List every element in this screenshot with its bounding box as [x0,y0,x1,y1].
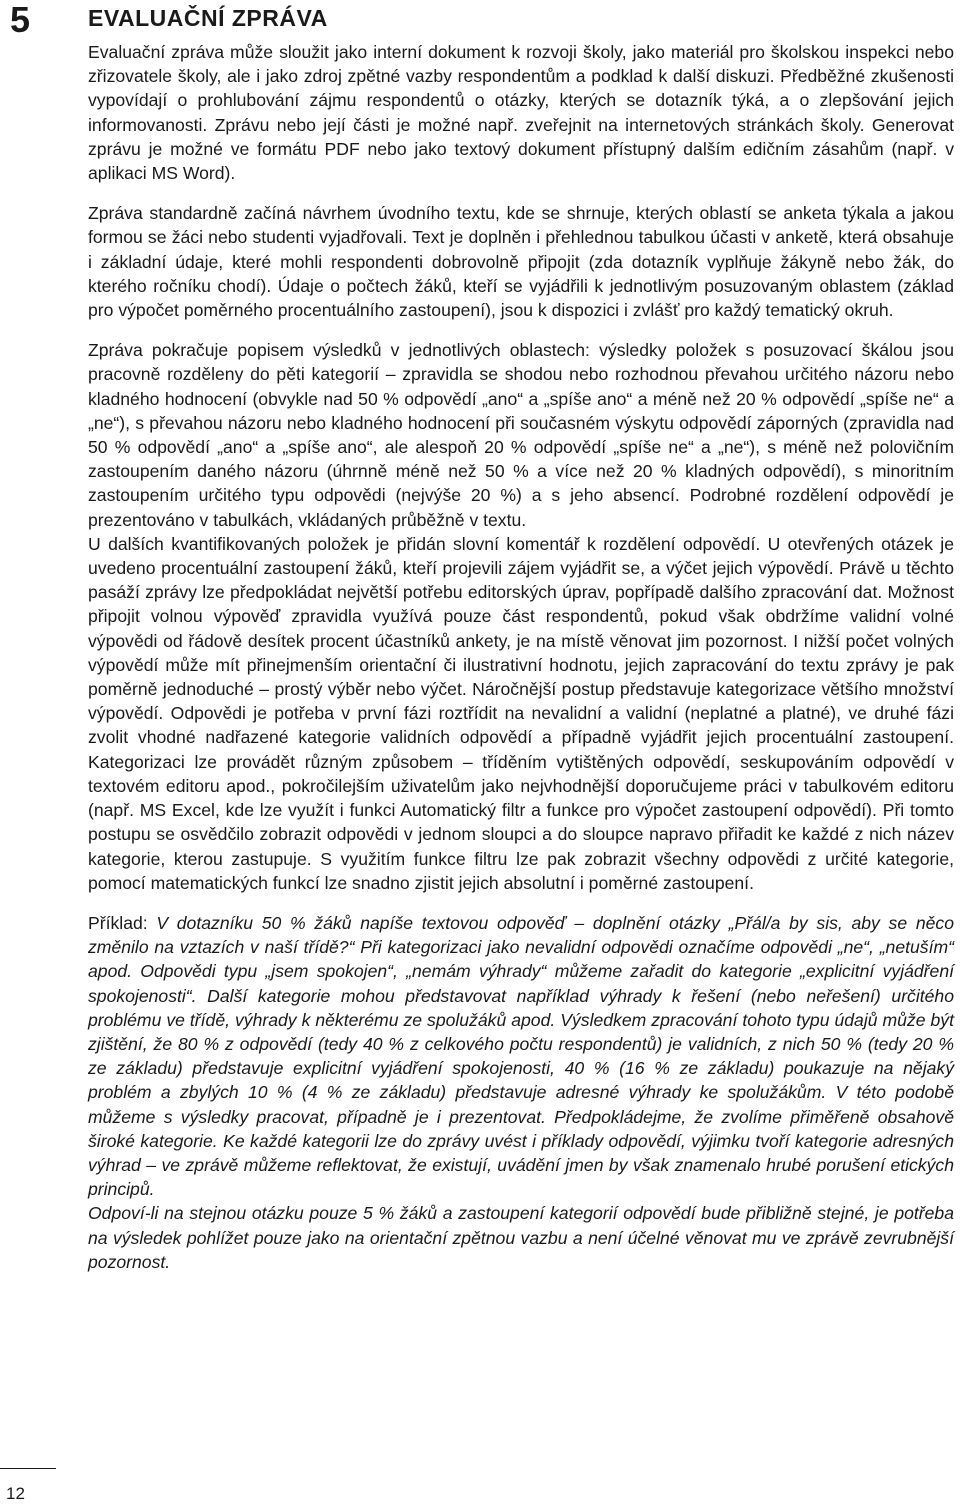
paragraph-example [88,911,954,1201]
example-text: V dotazníku 50 % žáků napíše textovou odpověď – doplnění otázky „Přál/a by sis, aby se něco změnilo na vztazích v naší třídě?“ Při kategorizaci jako nevalidní odpovědi označíme odpovědi „ne“, „netuším“ apod. Odpovědi typu „jsem spokojen“, „nemám výhrady“ můžeme zařadit do kategorie „explicitní vyjádření spokojenosti“. Další kategorie mohou představovat například výhrady k řešení (nebo neřešení) určitého problému ve třídě, výhrady k některému ze spolužáků apod. Výsledkem zpracování tohoto typu údajů může být zjištění, že 80 % z odpovědí (tedy 40 % z celkového počtu respondentů) je validních, z nich 50 % (tedy 20 % ze základu) představuje explicitní vyjádření spokojenosti, 40 % (16 % ze základu) poukazuje na nějaký problém a zbylých 10 % (4 % ze základu) představuje adresné výhrady ke spolužákům. V této podobě můžeme s výsledky pracovat, případně je i prezentovat. Předpokládejme, že zvolíme přiměřeně obsahově široké kategorie. Ke každé kategorii lze do zprávy uvést i příklady odpovědí, výjimku tvoří kategorie adresných výhrad – ve zprávě můžeme reflektovat, že existují, uvádění jmen by však znamenalo hrubé porušení etických principů. [88,912,954,1200]
example-label: Příklad: [88,912,157,933]
paragraph-results: Zpráva pokračuje popisem výsledků v jednotlivých oblastech: výsledky položek s posuzovací škálou jsou pracovně rozděleny do pěti kategorií – zpravidla se shodou nebo rozhodnou převahou určitého názoru nebo kladného hodnocení (obvykle nad 50 % odpovědí „ano“ a „spíše ano“ a méně než 20 % odpovědí „spíše ne“ a „ne“), s převahou názoru nebo kladného hodnocení při současném výskytu odpovědí záporných (zpravidla nad 50 % odpovědí „ano“ a „spíše ano“, ale alespoň 20 % odpovědí „spíše ne“ a „ne“), s méně než polovičním zastoupením daného názoru (úhrnně méně než 50 % a více než 20 % kladných odpovědí), s minoritním zastoupením určitého typu odpovědi (nejvýše 20 %) a s jeho absencí. Podrobné rozdělení odpovědí je prezentováno v tabulkách, vkládaných průběžně v textu. [88,340,954,530]
page-number: 12 [6,1484,25,1503]
page-number-rule [0,1468,56,1469]
paragraph-report-structure: Zpráva standardně začíná návrhem úvodního textu, kde se shrnuje, kterých oblastí se anketa týkala a jakou formou se žáci nebo studenti vyjadřovali. Text je doplněn i přehlednou tabulkou účasti v anketě, která obsahuje i základní údaje, které mohli respondenti dobrovolně připojit (zda dotazník vyplňuje žákyně nebo žák, do kterého ročníku chodí). Údaje o počtech žáků, kteří se vyjádřili k jednotlivým posuzovaným oblastem (základ pro výpočet poměrného procentuálního zastoupení), jsou k dispozici i zvlášť pro každý tematický okruh. [88,203,954,321]
paragraph-example-continued: Odpoví-li na stejnou otázku pouze 5 % žáků a zastoupení kategorií odpovědí bude přibližně stejné, je potřeba na výsledek pohlížet pouze jako na orientační zpětnou vazbu a není účelné věnovat mu ve zprávě zevrubnější pozornost. [88,1203,954,1272]
paragraph-intro: Evaluační zpráva může sloužit jako interní dokument k rozvoji školy, jako materiál pro školskou inspekci nebo zřizovatele školy, ale i jako zdroj zpětné vazby respondentům a podklad k další diskuzi. Předběžné zkušenosti vypovídají o prohlubování zájmu respondentů o otázky, kterých se dotazník týká, a o zlepšování jejich informovanosti. Zprávu nebo její části je možné např. zveřejnit na internetových stránkách školy. Generovat zprávu je možné ve formátu PDF nebo jako textový dokument přístupný dalším edičním zásahům (např. v aplikaci MS Word). [88,42,954,184]
chapter-number: 5 [10,0,31,40]
chapter-title: EVALUAČNÍ ZPRÁVA [88,5,328,31]
paragraph-open-questions: U dalších kvantifikovaných položek je přidán slovní komentář k rozdělení odpovědí. U otevřených otázek je uvedeno procentuální zastoupení žáků, kteří projevili zájem vyjádřit se, a výčet jejich výpovědí. Právě u těchto pasáží zprávy lze předpokládat největší potřebu editorských úprav, popřípadě dalšího zpracování dat. Možnost připojit volnou výpověď zpravidla využívá pouze část respondentů, pokud však obdržíme validní volné výpovědi od řádově desítek procent účastníků ankety, je na místě věnovat jim pozornost. I nižší počet volných výpovědí může mít přinejmenším orientační či ilustrativní hodnotu, jejich zapracování do textu zprávy je pak poměrně jednoduché – prostý výběr nebo výčet. Náročnější postup představuje kategorizace většího množství výpovědí. Odpovědi je potřeba v první fázi roztřídit na nevalidní a validní (neplatné a platné), ve druhé fázi zvolit vhodné nadřazené kategorie validních odpovědí a případně vyjádřit jejich procentuální zastoupení. Kategorizaci lze provádět různým způsobem – tříděním vytištěných odpovědí, seskupováním odpovědí v textovém editoru apod., pokročilejším uživatelům jako nejvhodnější doporučujeme práci v tabulkovém editoru (např. MS Excel, kde lze využít i funkci Automatický filtr a funkce pro výpočet zastoupení odpovědí). Při tomto postupu se osvědčilo zobrazit odpovědi v jednom sloupci a do sloupce napravo přiřadit ke každé z nich název kategorie, kterou zastupuje. S využitím funkce filtru lze pak zobrazit všechny odpovědi z určité kategorie, pomocí matematických funkcí lze snadno zjistit jejich absolutní i poměrné zastoupení. [88,533,954,893]
main-text [88,40,954,1274]
